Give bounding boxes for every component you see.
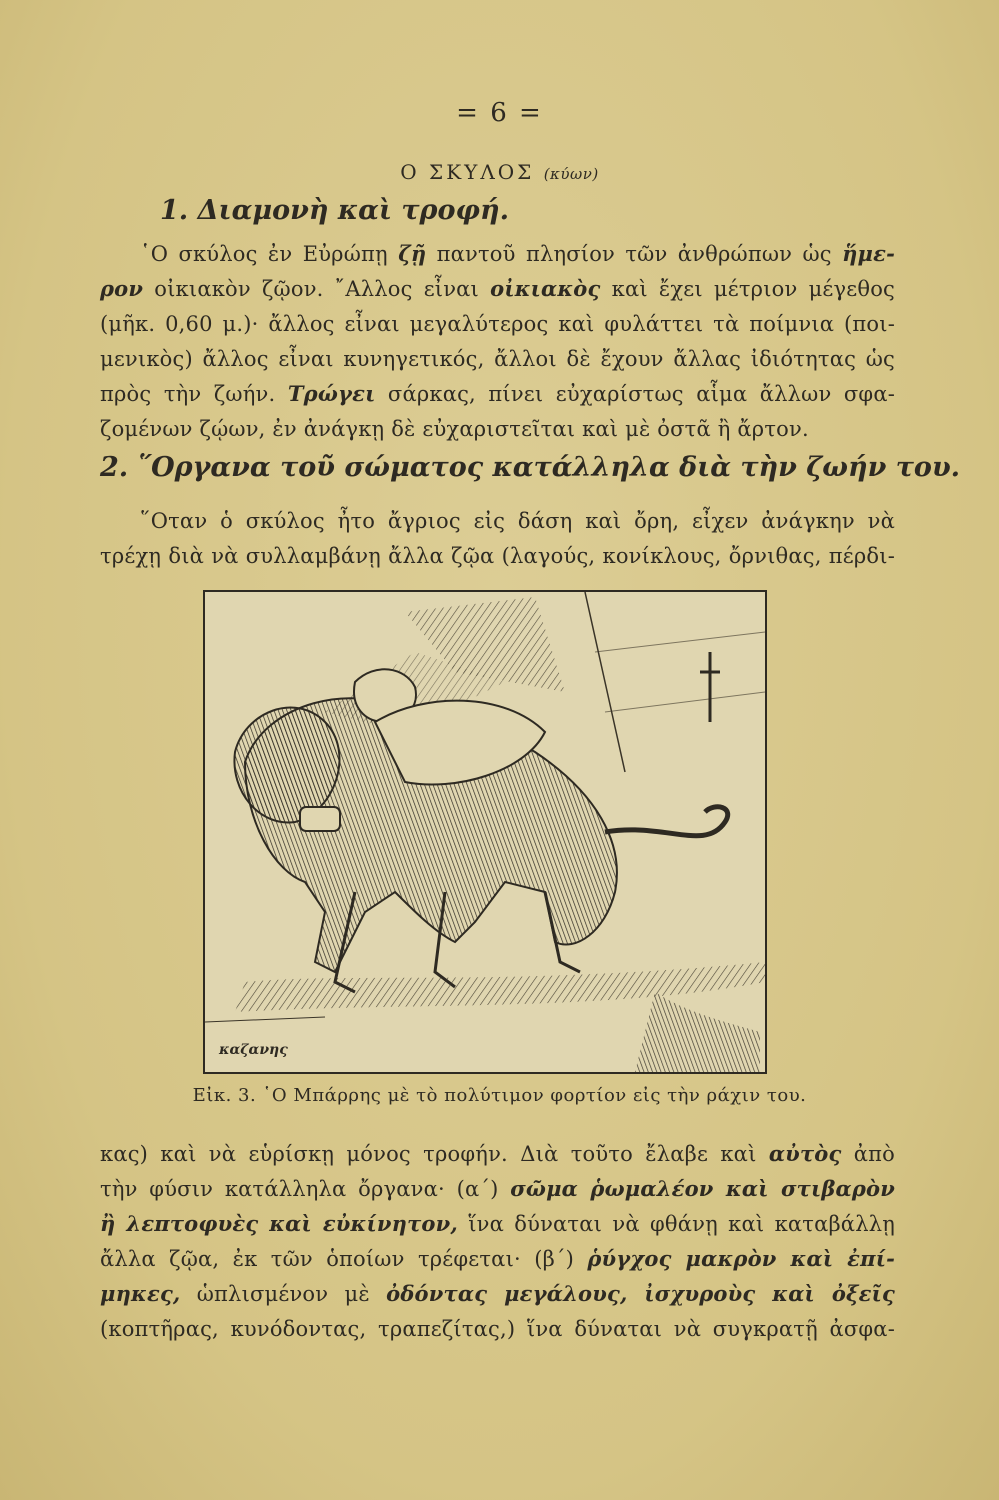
paragraph-1-line-5: πρὸς τὴν ζωήν. Τρώγει σάρκας, πίνει εὐχαρίστως αἷμα ἄλλων σφα- bbox=[100, 381, 895, 406]
chapter-title-sub: (κύων) bbox=[543, 165, 599, 183]
figure-caption: Εἰκ. 3. ῾Ο Μπάρρης μὲ τὸ πολύτιμον φορτίον εἰς τὴν ράχιν του. bbox=[192, 1085, 807, 1106]
paragraph-1-line-6: ζομένων ζῴων, ἐν ἀνάγκῃ δὲ εὐχαριστεῖται καὶ μὲ ὀστᾶ ἢ ἄρτον. bbox=[100, 417, 809, 441]
paragraph-1-line-1: ῾Ο σκύλος ἐν Εὐρώπῃ ζῇ παντοῦ πλησίον τῶν ἀνθρώπων ὡς ἥμε- bbox=[140, 241, 896, 266]
paragraph-1-line-2: ρον οἰκιακὸν ζῷον. ῎Αλλος εἶναι οἰκιακὸς καὶ ἔχει μέτριον μέγεθος bbox=[100, 276, 895, 301]
paragraph-3-line-6: (κοπτῆρας, κυνόδοντας, τραπεζίτας,) ἵνα δύναται νὰ συγκρατῇ ἀσφα- bbox=[100, 1317, 895, 1341]
paragraph-3-line-1: κας) καὶ νὰ εὑρίσκῃ μόνος τροφήν. Διὰ τοῦτο ἔλαβε καὶ αὐτὸς ἀπὸ bbox=[100, 1141, 895, 1166]
paragraph-3-line-3: ἢ λεπτοφυὲς καὶ εὐκίνητον, ἵνα δύναται νὰ φθάνῃ καὶ καταβάλλῃ bbox=[100, 1211, 895, 1236]
chapter-title-main: Ο ΣΚΥΛΟΣ bbox=[400, 160, 535, 184]
paragraph-1-line-3: (μῆκ. 0,60 μ.)· ἄλλος εἶναι μεγαλύτερος καὶ φυλάττει τὰ ποίμνια (ποι- bbox=[100, 312, 895, 336]
paragraph-3-line-4: ἄλλα ζῷα, ἐκ τῶν ὁποίων τρέφεται· (β΄) ῥύγχος μακρὸν καὶ ἐπί- bbox=[100, 1246, 895, 1271]
paragraph-1-line-4: μενικὸς) ἄλλος εἶναι κυνηγετικός, ἄλλοι δὲ ἔχουν ἄλλας ἰδιότητας ὡς bbox=[100, 347, 895, 371]
dog-carrying-child-drawing bbox=[205, 592, 765, 1072]
dog-illustration bbox=[203, 590, 767, 1074]
paragraph-3-line-5: μηκες, ὡπλισμένον μὲ ὀδόντας μεγάλους, ἰσχυροὺς καὶ ὀξεῖς bbox=[100, 1281, 895, 1306]
paragraph-2-line-2: τρέχῃ διὰ νὰ συλλαμβάνῃ ἄλλα ζῷα (λαγούς, κονίκλους, ὄρνιθας, πέρδι- bbox=[100, 544, 895, 568]
chapter-title bbox=[0, 160, 999, 184]
paragraph-3-line-2: τὴν φύσιν κατάλληλα ὄργανα· (α΄) σῶμα ῥωμαλέον καὶ στιβαρὸν bbox=[100, 1176, 895, 1201]
paragraph-2-line-1: ῞Οταν ὁ σκύλος ἦτο ἄγριος εἰς δάση καὶ ὄρη, εἶχεν ἀνάγκην νὰ bbox=[140, 509, 895, 533]
section-heading-1: 1. Διαμονὴ καὶ τροφή. bbox=[160, 195, 509, 226]
section-heading-2: 2. ῞Οργανα τοῦ σώματος κατάλληλα διὰ τὴν ζωήν του. bbox=[100, 452, 961, 483]
page-number: = 6 = bbox=[456, 98, 543, 128]
illustrator-signature: καζανης bbox=[219, 1042, 288, 1058]
